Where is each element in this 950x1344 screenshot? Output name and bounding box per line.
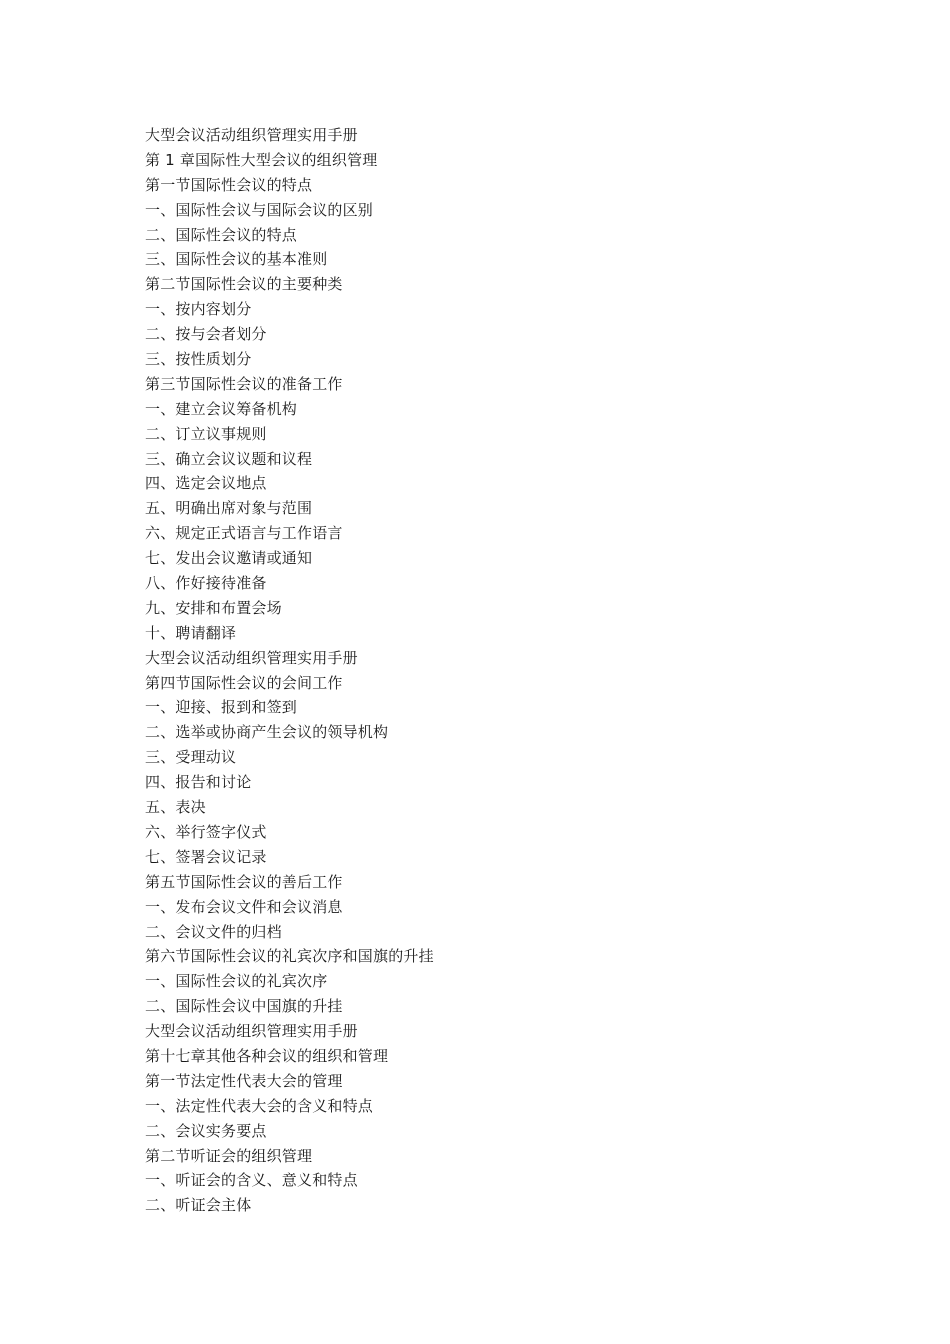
document-line: 五、明确出席对象与范围: [145, 499, 313, 518]
document-line: 第五节国际性会议的善后工作: [145, 872, 343, 891]
document-line: 一、按内容划分: [145, 300, 252, 319]
document-line: 七、签署会议记录: [145, 847, 267, 866]
document-line: 二、听证会主体: [145, 1196, 252, 1215]
document-line: 一、建立会议筹备机构: [145, 399, 298, 418]
document-line: 八、作好接待准备: [145, 574, 267, 593]
document-line: 六、规定正式语言与工作语言: [145, 524, 343, 543]
document-line: 二、国际性会议中国旗的升挂: [145, 997, 343, 1016]
document-line: 一、听证会的含义、意义和特点: [145, 1171, 358, 1190]
document-line: 二、会议实务要点: [145, 1121, 267, 1140]
document-line: 三、受理动议: [145, 748, 237, 767]
document-line: 大型会议活动组织管理实用手册: [145, 1022, 358, 1041]
document-line: 三、按性质划分: [145, 350, 252, 369]
document-line: 第一节法定性代表大会的管理: [145, 1071, 343, 1090]
document-line: 三、国际性会议的基本准则: [145, 250, 328, 269]
document-line: 七、发出会议邀请或通知: [145, 549, 313, 568]
document-line: 第十七章其他各种会议的组织和管理: [145, 1046, 389, 1065]
document-line: 六、举行签字仪式: [145, 822, 267, 841]
document-line: 第四节国际性会议的会间工作: [145, 673, 343, 692]
document-line: 九、安排和布置会场: [145, 598, 282, 617]
document-line: 第 1 章国际性大型会议的组织管理: [145, 150, 378, 169]
document-line: 第三节国际性会议的准备工作: [145, 374, 343, 393]
document-line: 一、法定性代表大会的含义和特点: [145, 1096, 374, 1115]
document-line: 第二节国际性会议的主要种类: [145, 275, 343, 294]
document-line: 五、表决: [145, 798, 206, 817]
document-line: 大型会议活动组织管理实用手册: [145, 126, 358, 144]
document-line: 四、选定会议地点: [145, 474, 267, 493]
document-line: 一、迎接、报到和签到: [145, 698, 298, 717]
document-line: 二、按与会者划分: [145, 325, 267, 344]
document-line: 四、报告和讨论: [145, 773, 252, 792]
document-line: 三、确立会议议题和议程: [145, 449, 313, 468]
document-line: 第六节国际性会议的礼宾次序和国旗的升挂: [145, 947, 434, 966]
document-line: 一、国际性会议的礼宾次序: [145, 972, 328, 991]
document-line: 第二节听证会的组织管理: [145, 1146, 313, 1165]
document-line: 二、会议文件的归档: [145, 922, 282, 941]
document-line: 一、国际性会议与国际会议的区别: [145, 200, 374, 219]
document-line: 大型会议活动组织管理实用手册: [145, 648, 358, 667]
document-line: 二、选举或协商产生会议的领导机构: [145, 723, 389, 742]
document-line: 二、国际性会议的特点: [145, 225, 298, 244]
document-line: 十、聘请翻译: [145, 623, 237, 642]
document-line: 一、发布会议文件和会议消息: [145, 897, 343, 916]
document-line: 二、订立议事规则: [145, 424, 267, 443]
document-line: 第一节国际性会议的特点: [145, 175, 313, 194]
document-text-lines: [145, 123, 434, 1218]
